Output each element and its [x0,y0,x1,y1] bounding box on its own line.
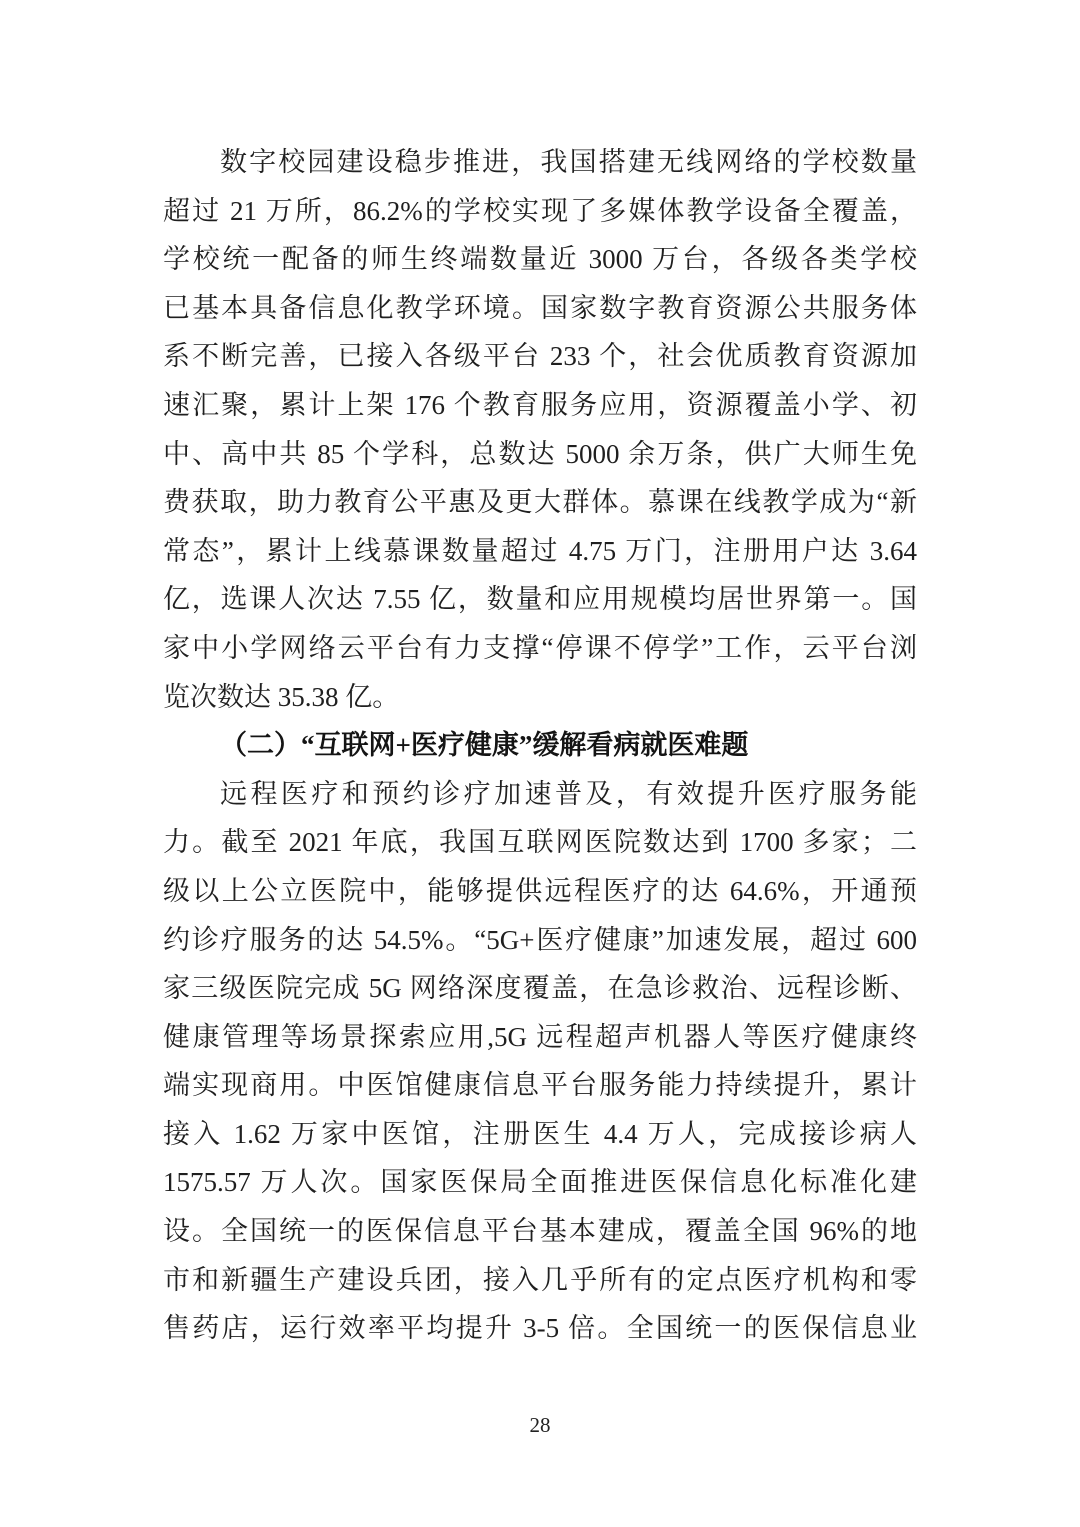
text-line: 级以上公立医院中，能够提供远程医疗的达 64.6%，开通预 [163,875,917,906]
text-line: 超过 21 万所，86.2%的学校实现了多媒体教学设备全覆盖， [163,195,917,226]
section-heading: （二）“互联网+医疗健康”缓解看病就医难题 [220,730,749,761]
text-line: 中、高中共 85 个学科，总数达 5000 余万条，供广大师生免 [163,438,917,469]
text-line: 远程医疗和预约诊疗加速普及，有效提升医疗服务能 [220,778,917,809]
text-line: 家中小学网络云平台有力支撑“停课不停学”工作，云平台浏 [163,632,917,663]
text-line: 接入 1.62 万家中医馆，注册医生 4.4 万人，完成接诊病人 [163,1118,917,1149]
text-line: 端实现商用。中医馆健康信息平台服务能力持续提升，累计 [163,1070,917,1101]
text-block [163,138,917,1353]
text-line: 约诊疗服务的达 54.5%。“5G+医疗健康”加速发展，超过 600 [163,924,917,955]
text-line: 数字校园建设稳步推进，我国搭建无线网络的学校数量 [220,147,917,177]
text-line: 亿，选课人次达 7.55 亿，数量和应用规模均居世界第一。国 [163,584,917,615]
text-line: 费获取，助力教育公平惠及更大群体。慕课在线教学成为“新 [163,487,917,518]
text-line: 常态”，累计上线慕课数量超过 4.75 万门，注册用户达 3.64 [163,535,917,566]
text-line: 售药店，运行效率平均提升 3-5 倍。全国统一的医保信息业 [163,1313,917,1344]
text-line: 家三级医院完成 5G 网络深度覆盖，在急诊救治、远程诊断、 [163,973,917,1004]
text-line: 设。全国统一的医保信息平台基本建成，覆盖全国 96%的地 [163,1216,917,1247]
text-line: 健康管理等场景探索应用,5G 远程超声机器人等医疗健康终 [163,1021,917,1052]
text-line: 系不断完善，已接入各级平台 233 个，社会优质教育资源加 [163,341,917,372]
text-line: 市和新疆生产建设兵团，接入几乎所有的定点医疗机构和零 [163,1264,917,1295]
text-line: 力。截至 2021 年底，我国互联网医院数达到 1700 多家；二 [163,827,917,858]
text-line: 速汇聚，累计上架 176 个教育服务应用，资源覆盖小学、初 [163,389,917,420]
page-number: 28 [529,1413,551,1437]
text-line: 览次数达 35.38 亿。 [163,681,400,712]
text-line: 学校统一配备的师生终端数量近 3000 万台，各级各类学校 [163,244,917,275]
text-line: 已基本具备信息化教学环境。国家数字教育资源公共服务体 [163,292,917,323]
text-line: 1575.57 万人次。国家医保局全面推进医保信息化标准化建 [163,1167,917,1198]
